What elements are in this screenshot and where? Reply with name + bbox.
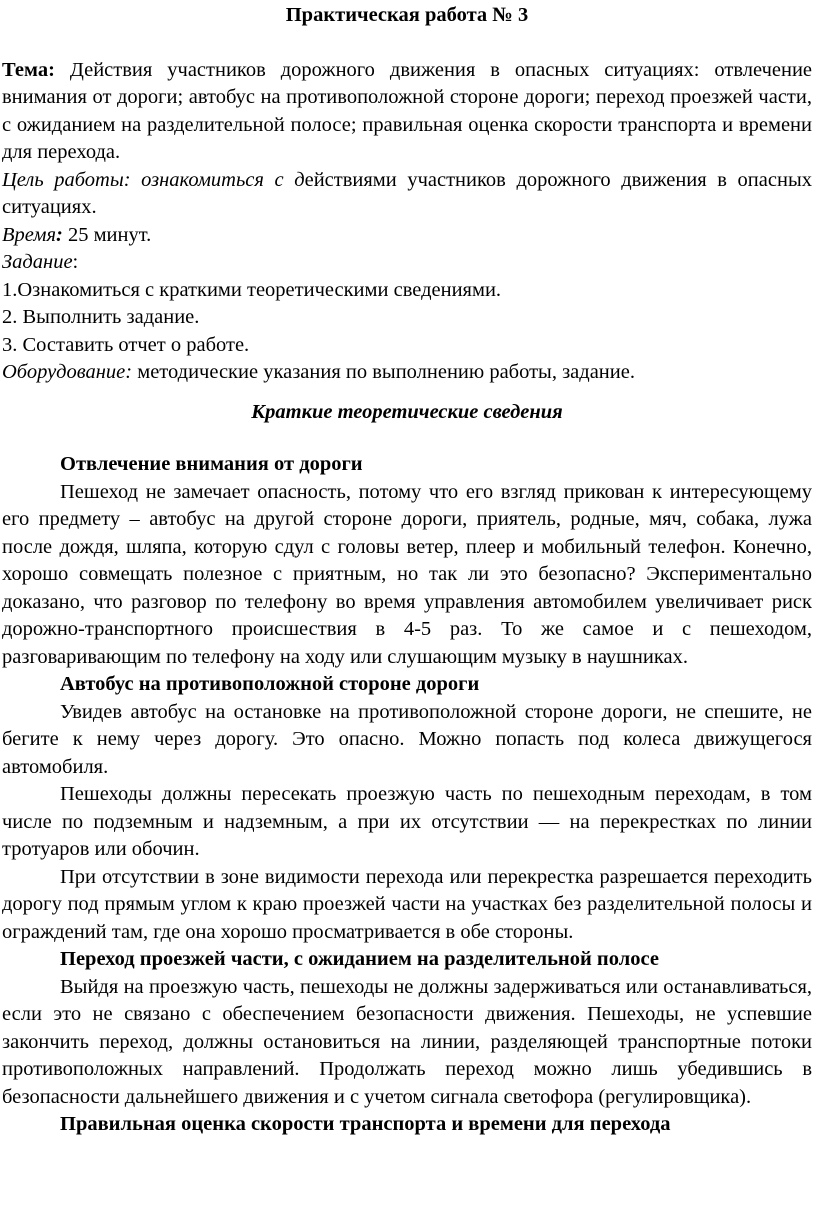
topic-label: Тема: [2, 58, 55, 81]
task-colon: : [72, 251, 79, 273]
task-paragraph [2, 249, 812, 277]
crossing-paragraph: Выйдя на проезжую часть, пешеходы не должны задерживаться или останавливаться, если это не связано с обеспечением безопасности движения. Пешеходы, не успевшие закончить переход, должны остановиться на линии, разделяющей транспортные потоки противоположных направлений. Продолжать переход можно лишь убедившись в безопасности дальнейшего движения и с учетом сигнала светофора (регулировщика). [2, 975, 812, 1108]
topic-paragraph [2, 57, 812, 167]
equipment-paragraph [2, 359, 812, 387]
time-label: Время [2, 223, 56, 246]
page-title: Практическая работа № 3 [285, 4, 529, 26]
goal-paragraph [2, 167, 812, 222]
equipment-label: Оборудование: [2, 361, 133, 383]
task-label: Задание [2, 251, 73, 273]
task-item: 3. Составить отчет о работе. [2, 333, 250, 356]
time-paragraph [2, 222, 812, 250]
bus-paragraph-1: Увидев автобус на остановке на противоположной стороне дороги, не спешите, не бегите к нему через дорогу. Это опасно. Можно попасть под колеса движущегося автомобиля. [2, 700, 812, 778]
section-heading-crossing: Переход проезжей части, с ожиданием на разделительной полосе [60, 948, 659, 970]
time-colon: : [55, 223, 63, 246]
task-item: 2. Выполнить задание. [2, 306, 200, 328]
goal-label: Цель работы: ознакомиться с д [2, 168, 305, 191]
goal-text: ействиями участников дорожного движения в опасных ситуациях. [2, 168, 812, 218]
theory-title: Краткие теоретические сведения [251, 400, 563, 423]
equipment-text: методические указания по выполнению работы, задание. [132, 361, 635, 383]
section-heading-bus: Автобус на противоположной стороне дороги [60, 673, 480, 695]
bus-paragraph-2: Пешеходы должны пересекать проезжую часть по пешеходным переходам, в том числе по подземным и надземным, а при их отсутствии — на перекрестках по линии тротуаров или обочин. [2, 783, 812, 860]
bus-paragraph-3: При отсутствии в зоне видимости перехода или перекрестка разрешается переходить дорогу под прямым углом к краю проезжей части на участках без разделительной полосы и ограждений там, где она хорошо просматривается в обе стороны. [2, 865, 812, 943]
distraction-paragraph: Пешеход не замечает опасность, потому что его взгляд прикован к интересующему его предмету – автобус на другой стороне дороги, приятель, родные, мяч, собака, лужа после дождя, шляпа, которую сдул с головы ветер, плеер и мобильный телефон. Конечно, хорошо совмещать полезное с приятным, но так ли это безопасно? Экспериментально доказано, что разговор по телефону во время управления автомобилем увеличивает риск дорожно-транспортного происшествия в 4-5 раз. То же самое и с пешеходом, разговаривающим по телефону на ходу или слушающим музыку в наушниках. [2, 480, 812, 668]
section-heading-speed: Правильная оценка скорости транспорта и времени для перехода [60, 1113, 671, 1135]
task-item: 1.Ознакомиться с краткими теоретическими сведениями. [2, 278, 502, 301]
section-heading-distraction: Отвлечение внимания от дороги [60, 453, 363, 475]
time-text: 25 минут. [62, 223, 152, 246]
topic-text: Действия участников дорожного движения в опасных ситуациях: отвлечение внимания от дороги; автобус на противоположной стороне дороги; переход проезжей части, с ожиданием на разделительной полосе; правильная оценка скорости транспорта и времени для перехода. [2, 58, 813, 163]
